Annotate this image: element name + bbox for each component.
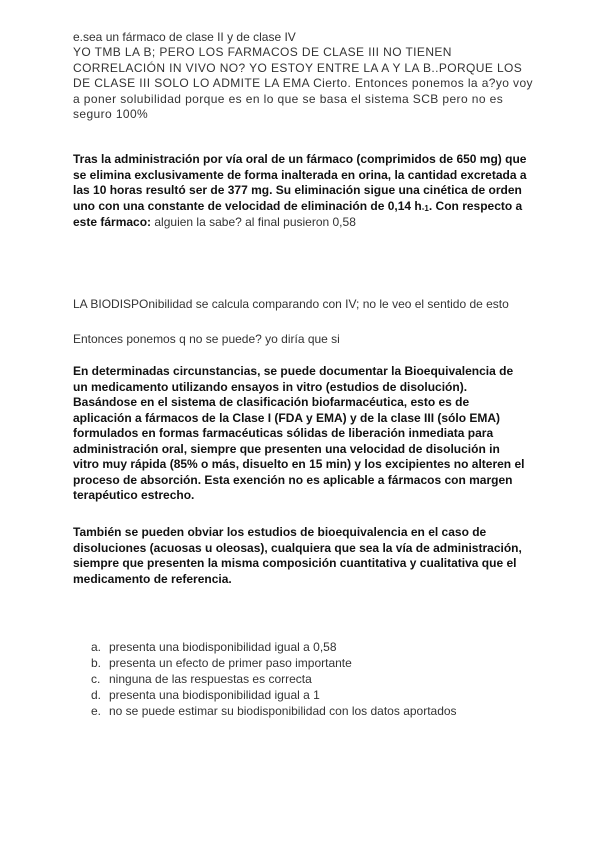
option-text: ninguna de las respuestas es correcta <box>109 672 312 686</box>
option-letter: e. <box>91 704 102 718</box>
option-letter: c. <box>91 672 101 686</box>
option-a[interactable] <box>91 639 457 655</box>
option-text: no se puede estimar su biodisponibilidad con los datos aportados <box>109 704 457 718</box>
option-e[interactable] <box>91 703 457 719</box>
comment-line-2: YO TMB LA B; PERO LOS FARMACOS DE CLASE III NO TIENEN CORRELACIÓN IN VIVO NO? YO ESTOY ENTRE LA A Y LA B..PORQUE LOS DE CLASE III SOLO LO ADMITE LA EMA Cierto. Entonces ponemos la a?yo voy a poner solubilidad porque es en lo que se basa el sistema SCB pero no es seguro 100% <box>73 45 533 121</box>
option-d[interactable] <box>91 687 457 703</box>
option-c[interactable] <box>91 671 457 687</box>
comment-line-1: e.sea un fármaco de clase II y de clase IV <box>73 30 296 44</box>
option-text: presenta una biodisponibilidad igual a 1 <box>109 688 320 702</box>
question-stem-text: Tras la administración por vía oral de un fármaco (comprimidos de 650 mg) que se elimina exclusivamente de forma inalterada en orina, la cantidad excretada a las 10 horas resultó ser de 377 mg. Su eliminación sigue una cinética de orden uno con una constante de velocidad de eliminación de 0,14 h <box>73 152 527 213</box>
question-stem <box>73 152 538 231</box>
note-disoluciones: También se pueden obviar los estudios de bioequivalencia en el caso de disoluciones (acuosas u oleosas), cualquiera que sea la vía de administración, siempre que presenten la misma composición cuantitativa y cualitativa que el medicamento de referencia. <box>73 525 522 586</box>
question-stem-end: . Con respecto a este fármaco: <box>73 198 523 229</box>
option-b[interactable] <box>91 655 457 671</box>
unit-superscript: -1 <box>421 203 429 213</box>
answer-options-list <box>91 639 457 719</box>
option-letter: b. <box>91 656 102 670</box>
option-letter: d. <box>91 688 102 702</box>
note-bioequivalencia-in-vitro: En determinadas circunstancias, se puede documentar la Bioequivalencia de un medicamento utilizando ensayos in vitro (estudios de disolución). Basándose en el sistema de clasificación biofarmacéutica, esto es de aplicación a fármacos de la Clase I (FDA y EMA) y de la clase III (sólo EMA) formulados en formas farmacéuticas sólidas de liberación inmediata para administración oral, siempre que presenten una velocidad de disolución in vitro muy rápida (85% o más, disuelto en 15 min) y los excipientes no alteren el proceso de absorción. Esta exención no es aplicable a fármacos con margen terapéutico estrecho. <box>73 364 525 502</box>
question-inline-comment: alguien la sabe? al final pusieron 0,58 <box>151 215 356 229</box>
option-text: presenta una biodisponibilidad igual a 0,58 <box>109 640 337 654</box>
comment-biodisponibilidad: LA BIODISPOnibilidad se calcula comparando con IV; no le veo el sentido de esto <box>73 297 509 311</box>
comment-no-se-puede: Entonces ponemos q no se puede? yo diría que si <box>73 332 340 346</box>
option-text: presenta un efecto de primer paso importante <box>109 656 352 670</box>
option-letter: a. <box>91 640 102 654</box>
